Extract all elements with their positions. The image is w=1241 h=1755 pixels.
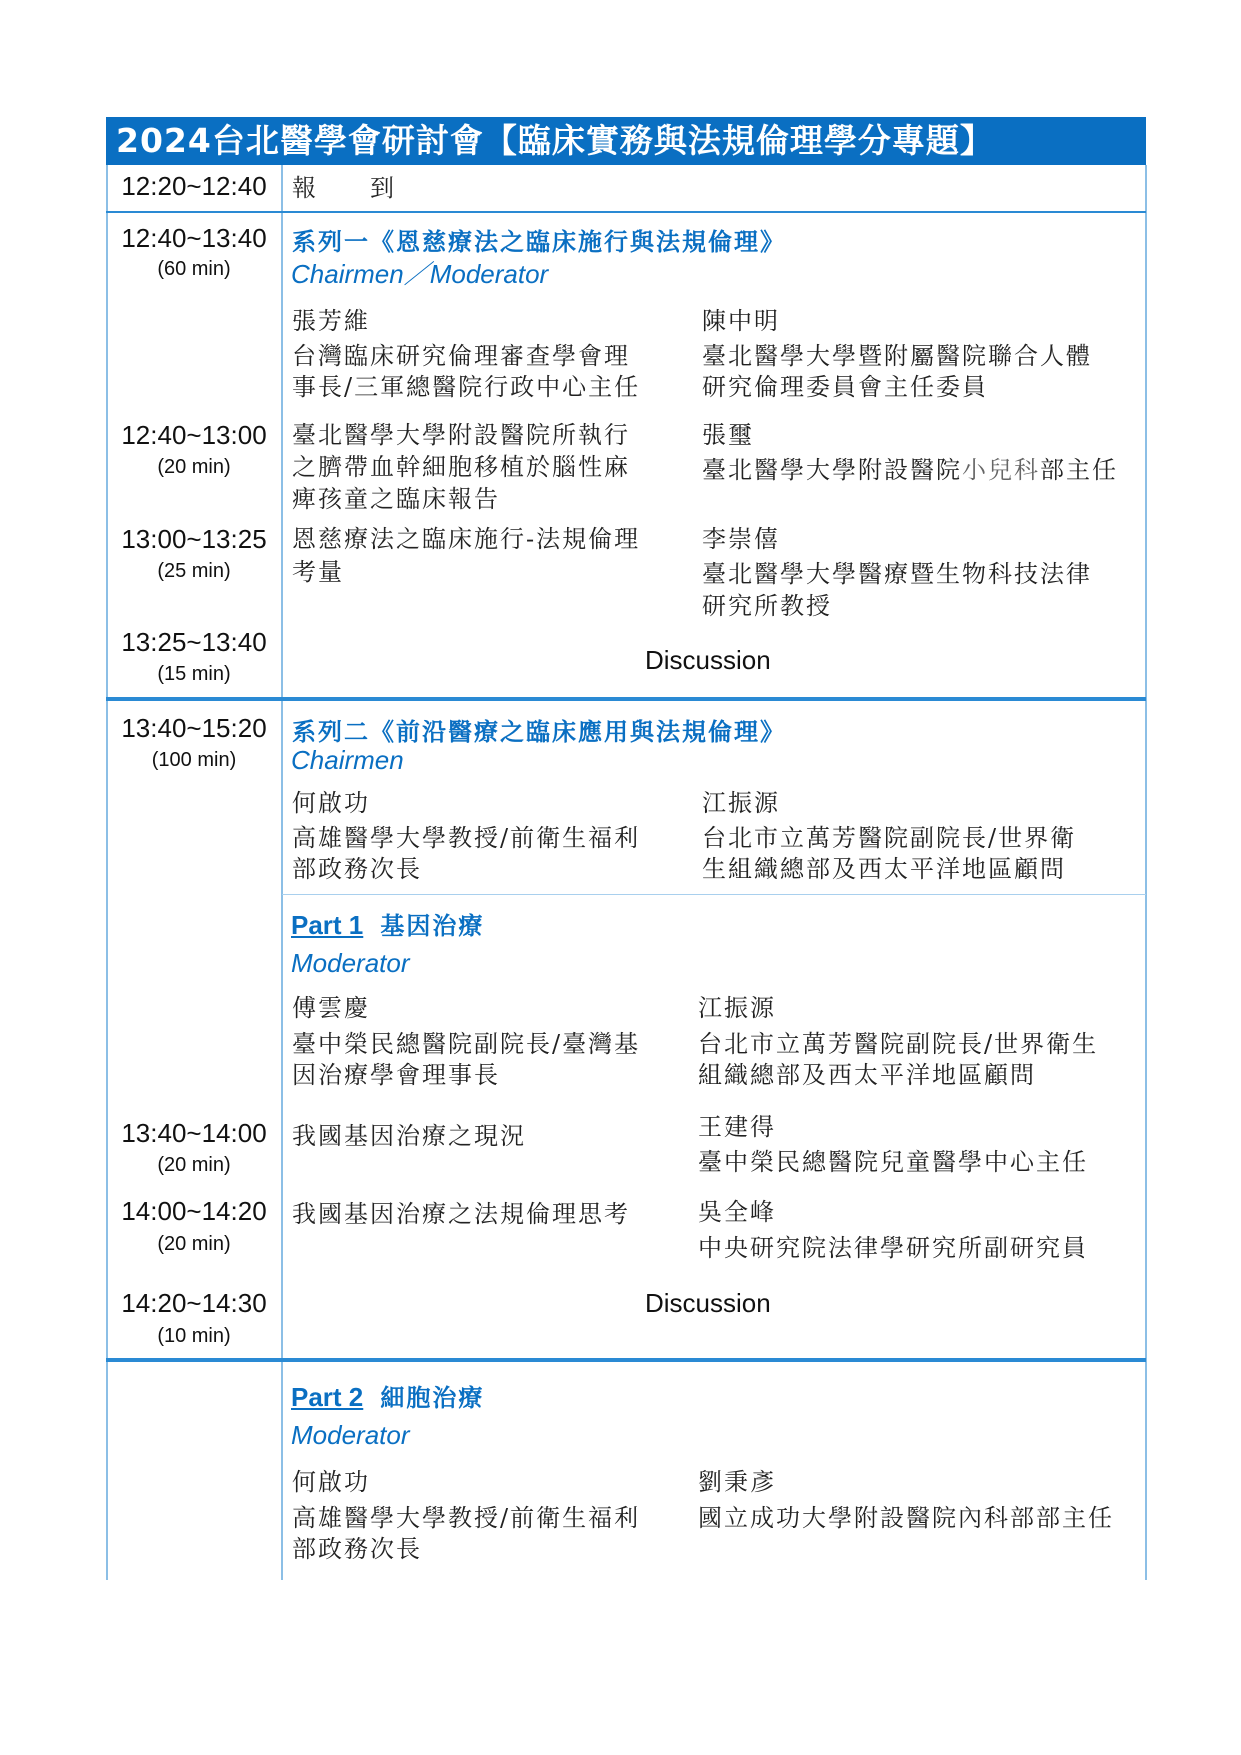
series1-title: 系列一《恩慈療法之臨床施行與法規倫理》 <box>292 227 786 256</box>
speaker-affiliation: 臺北醫學大學附設醫院小兒科部主任 <box>702 456 1118 484</box>
talk-topic: 痺孩童之臨床報告 <box>292 485 500 513</box>
row-divider <box>106 211 1146 213</box>
chair-affiliation: 高雄醫學大學教授/前衛生福利 <box>292 824 641 852</box>
chair-name: 何啟功 <box>292 789 370 817</box>
moderator-name: 何啟功 <box>292 1468 370 1496</box>
moderator-affiliation: 高雄醫學大學教授/前衛生福利 <box>292 1504 641 1532</box>
series2-time: 13:40~15:20 <box>121 713 267 743</box>
moderator-name: 劉秉彥 <box>698 1468 776 1496</box>
talk-time: 14:00~14:20 <box>121 1196 267 1226</box>
speaker-name: 吳全峰 <box>698 1198 776 1226</box>
talk-topic: 我國基因治療之現況 <box>292 1122 526 1150</box>
part1-role: Moderator <box>291 948 410 978</box>
talk-time: 12:40~13:00 <box>121 420 267 450</box>
chair-affiliation: 台灣臨床研究倫理審查學會理 <box>292 342 630 370</box>
moderator-affiliation: 因治療學會理事長 <box>292 1061 500 1089</box>
moderator-name: 傅雲慶 <box>292 994 370 1022</box>
moderator-affiliation: 國立成功大學附設醫院內科部部主任 <box>698 1504 1114 1532</box>
section-divider <box>106 1358 1146 1362</box>
section-divider <box>106 697 1146 701</box>
speaker-name: 李崇僖 <box>702 525 780 553</box>
series1-role: Chairmen／Moderator <box>291 259 549 289</box>
moderator-name: 江振源 <box>698 994 776 1022</box>
chair-affiliation: 研究倫理委員會主任委員 <box>702 373 988 401</box>
discussion-label: Discussion <box>645 645 771 675</box>
part1-label: Part 1 <box>291 910 364 940</box>
table-border-left <box>106 165 108 1580</box>
chair-affiliation: 生組織總部及西太平洋地區顧問 <box>702 855 1066 883</box>
talk-time: 13:00~13:25 <box>121 524 267 554</box>
discussion-time: 13:25~13:40 <box>121 627 267 657</box>
moderator-affiliation: 部政務次長 <box>292 1535 422 1563</box>
discussion-duration: (10 min) <box>157 1325 231 1347</box>
talk-topic: 我國基因治療之法規倫理思考 <box>292 1200 630 1228</box>
talk-topic: 恩慈療法之臨床施行-法規倫理 <box>292 525 641 553</box>
registration-time: 12:20~12:40 <box>121 171 267 201</box>
subsection-divider <box>282 894 1146 895</box>
time-column-divider <box>281 165 283 1580</box>
series2-duration: (100 min) <box>151 749 237 771</box>
part2-title: 細胞治療 <box>380 1383 485 1412</box>
talk-time: 13:40~14:00 <box>121 1118 267 1148</box>
table-border-right <box>1145 165 1147 1580</box>
series1-time: 12:40~13:40 <box>121 223 267 253</box>
part1-title: 基因治療 <box>380 911 485 940</box>
talk-duration: (20 min) <box>157 1154 231 1176</box>
speaker-name: 王建得 <box>698 1113 776 1141</box>
chair-name: 張芳維 <box>292 307 370 335</box>
moderator-affiliation: 組織總部及西太平洋地區顧問 <box>698 1061 1036 1089</box>
speaker-affiliation: 研究所教授 <box>702 592 832 620</box>
page-title: 2024台北醫學會研討會【臨床實務與法規倫理學分專題】 <box>106 117 1146 165</box>
talk-duration: (25 min) <box>157 560 231 582</box>
part2-role: Moderator <box>291 1420 410 1450</box>
chair-affiliation: 臺北醫學大學暨附屬醫院聯合人體 <box>702 342 1092 370</box>
talk-topic: 之臍帶血幹細胞移植於腦性麻 <box>292 453 630 481</box>
part1-heading <box>291 906 484 941</box>
moderator-affiliation: 臺中榮民總醫院副院長/臺灣基 <box>292 1030 641 1058</box>
talk-duration: (20 min) <box>157 1233 231 1255</box>
series2-title: 系列二《前沿醫療之臨床應用與法規倫理》 <box>292 717 786 746</box>
discussion-time: 14:20~14:30 <box>121 1288 267 1318</box>
speaker-affiliation: 臺北醫學大學醫療暨生物科技法律 <box>702 560 1092 588</box>
speaker-affiliation: 臺中榮民總醫院兒童醫學中心主任 <box>698 1148 1088 1176</box>
chair-affiliation: 部政務次長 <box>292 855 422 883</box>
talk-topic: 臺北醫學大學附設醫院所執行 <box>292 421 630 449</box>
moderator-affiliation: 台北市立萬芳醫院副院長/世界衛生 <box>698 1030 1099 1058</box>
part2-label: Part 2 <box>291 1382 364 1412</box>
discussion-label: Discussion <box>645 1288 771 1318</box>
chair-name: 江振源 <box>702 789 780 817</box>
series1-duration: (60 min) <box>157 258 231 280</box>
talk-topic: 考量 <box>292 558 344 586</box>
registration-label: 報 到 <box>292 174 396 202</box>
chair-affiliation: 事長/三軍總醫院行政中心主任 <box>292 373 641 401</box>
chair-name: 陳中明 <box>702 307 780 335</box>
discussion-duration: (15 min) <box>157 663 231 685</box>
talk-duration: (20 min) <box>157 456 231 478</box>
speaker-affiliation: 中央研究院法律學研究所副研究員 <box>698 1234 1088 1262</box>
chair-affiliation: 台北市立萬芳醫院副院長/世界衛 <box>702 824 1077 852</box>
speaker-name: 張璽 <box>702 421 754 449</box>
part2-heading <box>291 1378 484 1413</box>
series2-role: Chairmen <box>291 745 404 775</box>
